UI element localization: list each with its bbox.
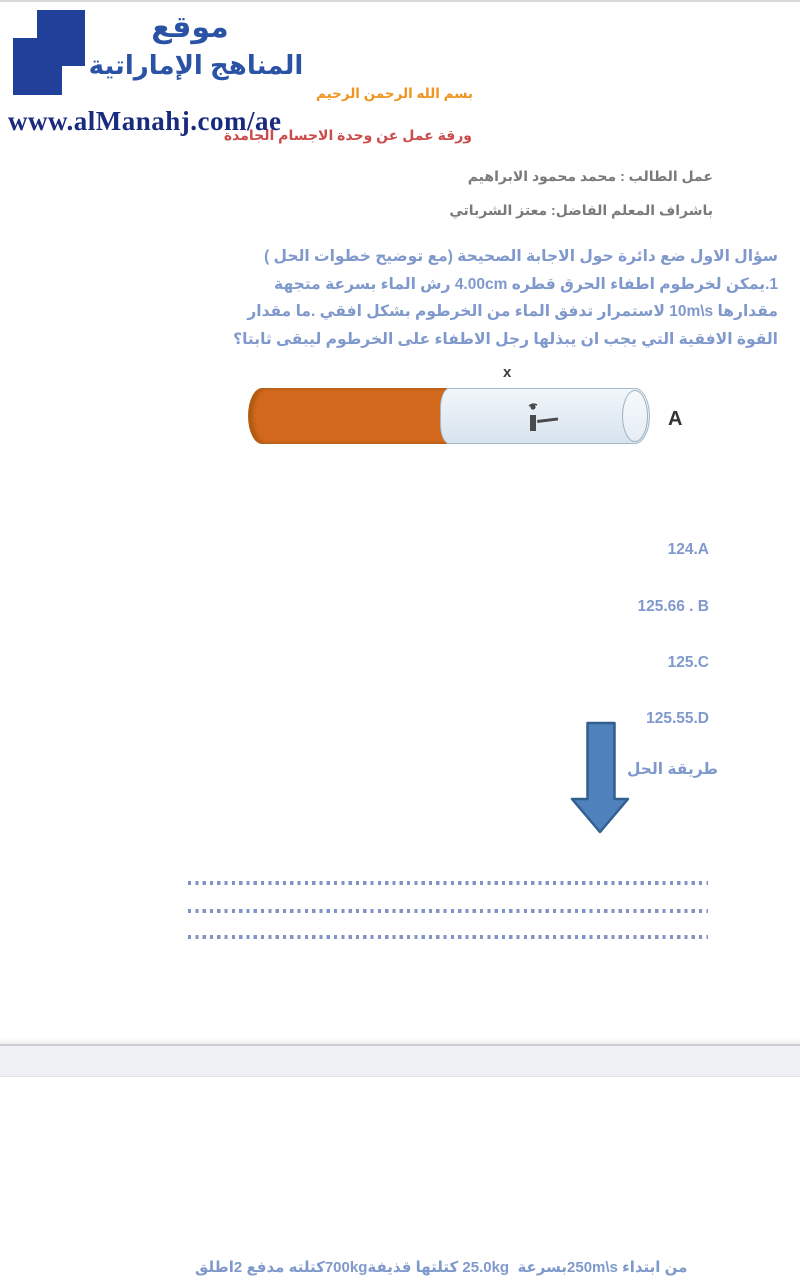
down-arrow-icon [565,721,635,834]
option-a: 124.A [667,541,709,558]
solution-method-label: طريقة الحل [626,761,718,778]
site-title-line1: موقع [151,11,229,44]
hose-orange-section [248,388,447,444]
page-break-gap [0,1044,800,1077]
question1-line3: مقدارها 10m\s لاستمرار تدفق الماء من الخرطوم بشكل افقي .ما مقدار [247,303,778,320]
figure-x-label: x [503,364,512,381]
logo-shape-lower [13,38,62,95]
question1-line4: القوة الافقية التي يجب ان يبذلها رجل الاطفاء على الخرطوم ليبقى ثابتا؟ [233,330,778,348]
question1-line2: 1.يمكن لخرطوم اطفاء الحرق قطره 4.00cm رش الماء بسرعة متجهة [274,275,778,293]
option-b: 125.66 . B [637,598,709,615]
hose-end-cap [622,390,648,442]
nozzle-glyph-icon [522,398,564,438]
bismillah-text: بسم الله الرحمن الرحيم [316,86,473,101]
figure-a-label: A [668,408,683,430]
answer-dotted-line-1 [188,881,708,885]
worksheet-title: ورقة عمل عن وحدة الاجسام الجامدة [223,127,472,143]
site-url-link[interactable]: www.alManahj.com/ae [8,106,282,136]
answer-dotted-line-3 [188,935,708,939]
option-d: 125.55.D [646,710,709,727]
question2-text: 2اطلق مدفع كتلته700kgقذيفة كتلتها 25.0kg بسرعة250m\s ابتداء من [195,1259,688,1276]
question1-line1: سؤال الاول ضع دائرة حول الاجابة الصحيحة (مع توضيح خطوات الحل ) [264,248,778,265]
teacher-name-line: باشراف المعلم الفاضل: معتز الشرباتي [449,202,713,218]
question1-text [233,243,778,353]
option-c: 125.C [667,654,709,671]
top-border [0,0,800,2]
answer-dotted-line-2 [188,909,708,913]
student-name-line: عمل الطالب : محمد محمود الابراهيم [467,168,713,184]
site-title-line2: المناهج الإماراتية [88,50,304,80]
almanahj-logo [0,0,100,100]
